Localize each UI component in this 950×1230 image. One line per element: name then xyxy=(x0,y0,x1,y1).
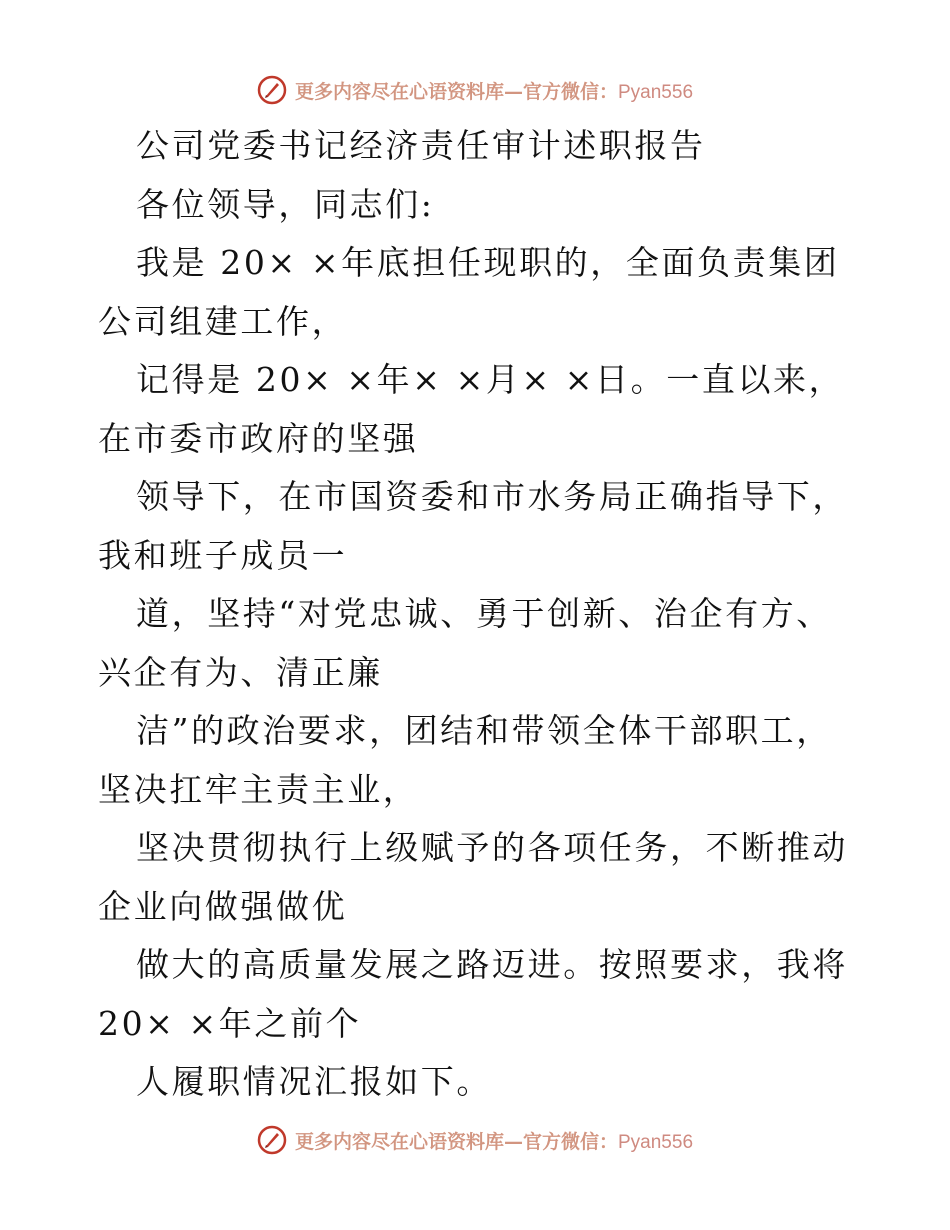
paragraph: 做大的高质量发展之路迈进。按照要求，我将 20× ×年之前个 xyxy=(98,945,848,1043)
paragraph: 洁”的政治要求，团结和带领全体干部职工，坚决扛牢主责主业， xyxy=(98,711,832,809)
quill-logo-icon xyxy=(257,1125,287,1155)
watermark-wechat-id: Pyan556 xyxy=(618,81,694,103)
paragraph: 道，坚持“对党忠诚、勇于创新、治企有方、兴企有为、清正廉 xyxy=(98,594,832,692)
paragraph: 坚决贯彻执行上级赋予的各项任务，不断推动企业向做强做优 xyxy=(98,828,848,926)
paragraph: 人履职情况汇报如下。 xyxy=(136,1062,492,1101)
salutation: 各位领导，同志们: xyxy=(136,184,435,224)
document-body xyxy=(98,117,858,1112)
header-watermark xyxy=(0,70,950,110)
footer-watermark xyxy=(0,1120,950,1160)
quill-logo-icon xyxy=(257,75,287,105)
paragraph: 我是 20× ×年底担任现职的，全面负责集团公司组建工作， xyxy=(98,243,840,341)
paragraph: 记得是 20× ×年× ×月× ×日。一直以来，在市委市政府的坚强 xyxy=(98,360,845,458)
document-title: 公司党委书记经济责任审计述职报告 xyxy=(136,126,706,165)
paragraph: 领导下，在市国资委和市水务局正确指导下，我和班子成员一 xyxy=(98,477,848,575)
watermark-wechat-id: Pyan556 xyxy=(618,1131,694,1153)
watermark-text: 更多内容尽在心语资料库—官方微信：Pyan556 xyxy=(294,80,694,103)
watermark-text: 更多内容尽在心语资料库—官方微信：Pyan556 xyxy=(294,1130,694,1153)
